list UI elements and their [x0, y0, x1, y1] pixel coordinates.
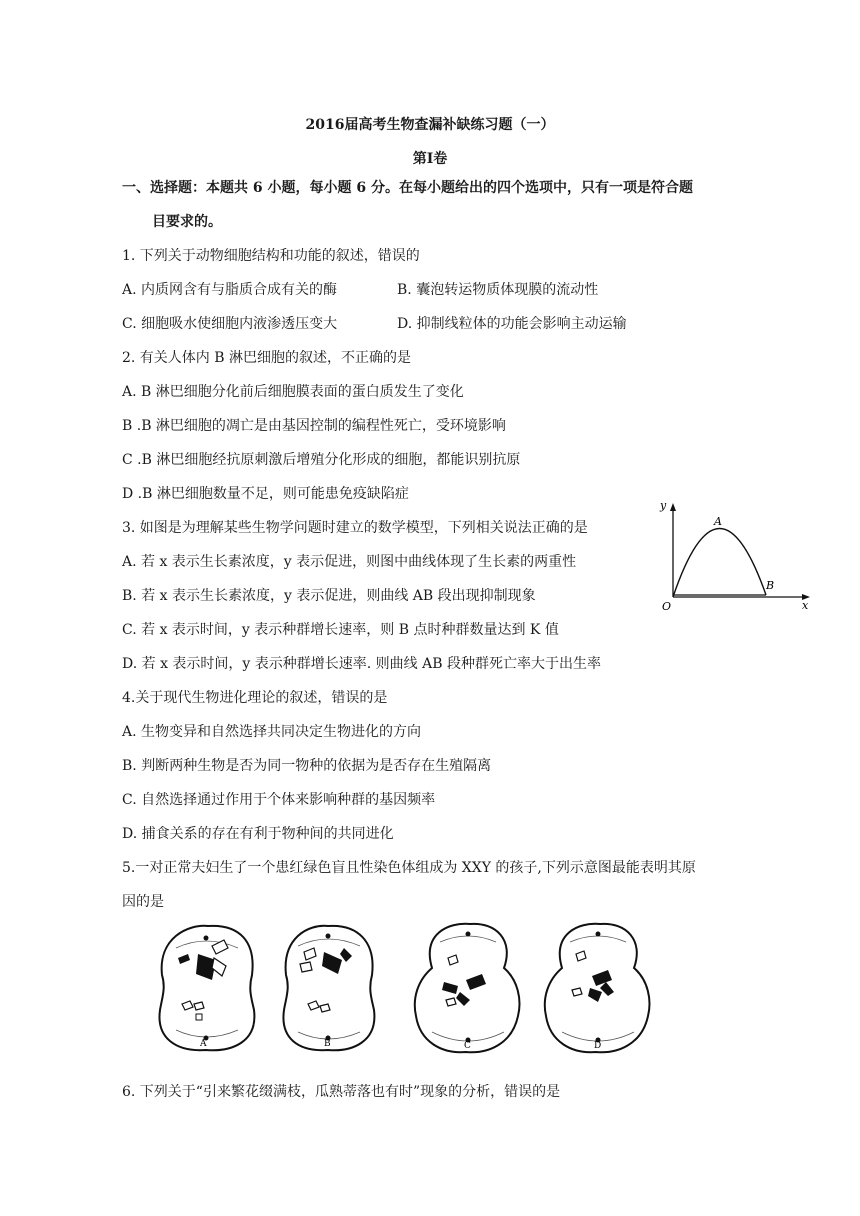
q1-stem: 1. 下列关于动物细胞结构和功能的叙述，错误的: [122, 248, 420, 264]
y-label: y: [660, 499, 667, 512]
origin-label: O: [662, 600, 672, 613]
q2-option-a: A. B 淋巴细胞分化前后细胞膜表面的蛋白质发生了变化: [122, 384, 464, 400]
cell-b-diagram: [283, 926, 374, 1050]
q3-option-a: A. 若 x 表示生长素浓度，y 表示促进，则图中曲线体现了生长素的两重性: [122, 554, 577, 570]
q1-option-c: C. 细胞吸水使细胞内液渗透压变大: [122, 316, 338, 332]
q3-stem: 3. 如图是为理解某些生物学问题时建立的数学模型，下列相关说法正确的是: [122, 520, 588, 536]
q1-option-d: D. 抑制线粒体的功能会影响主动运输: [397, 316, 627, 332]
q5-stem-line1: 5.一对正常夫妇生了一个患红绿色盲且性染色体组成为 XXY 的孩子,下列示意图最能表明其原: [122, 860, 696, 876]
q2-option-c: C .B 淋巴细胞经抗原刺激后增殖分化形成的细胞，都能识别抗原: [122, 452, 521, 468]
q3-math-model-graph: [654, 497, 814, 615]
cell-c-diagram: [415, 924, 520, 1052]
exam-title: 2016届高考生物查漏补缺练习题（一）: [305, 117, 555, 133]
q3-option-d: D. 若 x 表示时间，y 表示种群增长速率. 则曲线 AB 段种群死亡率大于出生率: [122, 656, 601, 672]
q1-option-b: B. 囊泡转运物质体现膜的流动性: [397, 282, 599, 298]
cell-d-label: D: [594, 1041, 602, 1051]
curve-oab: [673, 528, 766, 597]
q2-option-d: D .B 淋巴细胞数量不足，则可能患免疫缺陷症: [122, 486, 409, 502]
volume-heading: 第Ⅰ卷: [412, 151, 448, 167]
cell-a-label: A: [200, 1039, 207, 1049]
q6-stem: 6. 下列关于“引来繁花缀满枝，瓜熟蒂落也有时”现象的分析，错误的是: [122, 1084, 561, 1100]
cell-d-diagram: [545, 924, 650, 1052]
cell-a-diagram: [159, 926, 254, 1050]
q2-option-b: B .B 淋巴细胞的凋亡是由基因控制的编程性死亡，受环境影响: [122, 418, 506, 434]
section-instruction-line2: 目要求的。: [152, 214, 222, 230]
q4-stem: 4.关于现代生物进化理论的叙述，错误的是: [122, 690, 388, 706]
q1-option-a: A. 内质网含有与脂质合成有关的酶: [122, 282, 338, 298]
point-a-label: A: [714, 515, 722, 528]
q4-option-c: C. 自然选择通过作用于个体来影响种群的基因频率: [122, 792, 436, 808]
q3-option-c: C. 若 x 表示时间，y 表示种群增长速率，则 B 点时种群数量达到 K 值: [122, 622, 559, 638]
section-instruction-line1: 一、选择题：本题共 6 小题，每小题 6 分。在每小题给出的四个选项中，只有一项是符合题: [122, 180, 693, 196]
q3-option-b: B. 若 x 表示生长素浓度，y 表示促进，则曲线 AB 段出现抑制现象: [122, 588, 536, 604]
y-axis-arrow: [670, 503, 676, 511]
point-b-label: B: [766, 579, 775, 592]
q4-option-d: D. 捕食关系的存在有利于物种间的共同进化: [122, 826, 394, 842]
q5-cell-division-diagrams: [148, 920, 668, 1060]
x-label: x: [802, 599, 809, 612]
q4-option-a: A. 生物变异和自然选择共同决定生物进化的方向: [122, 724, 422, 740]
q5-stem-line2: 因的是: [122, 894, 164, 910]
cell-b-label: B: [324, 1039, 331, 1049]
q2-stem: 2. 有关人体内 B 淋巴细胞的叙述，不正确的是: [122, 350, 411, 366]
q4-option-b: B. 判断两种生物是否为同一物种的依据为是否存在生殖隔离: [122, 758, 492, 774]
cell-c-label: C: [464, 1041, 471, 1051]
